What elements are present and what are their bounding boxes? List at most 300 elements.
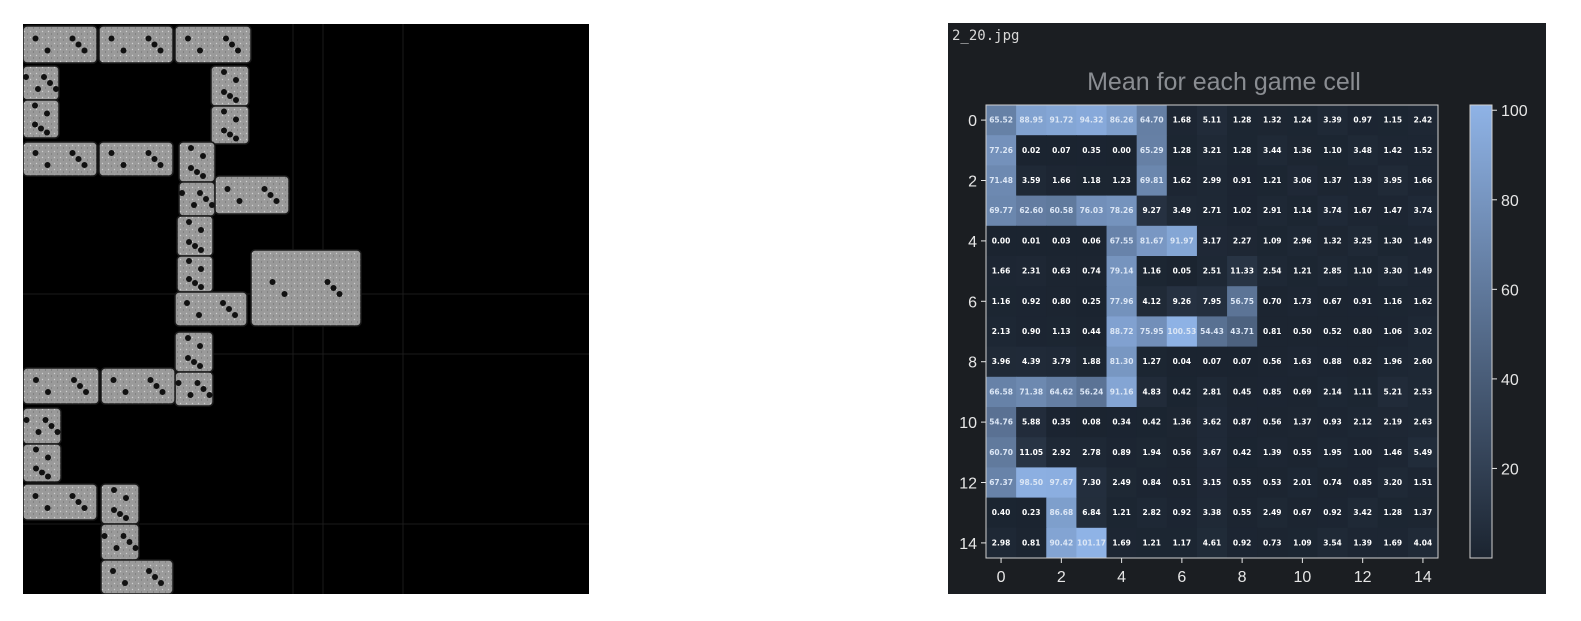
domino-pip: [33, 36, 39, 42]
heatmap-cell-label: 81.30: [1109, 357, 1134, 367]
domino-pip: [121, 533, 127, 539]
colorbar-tick-label: 60: [1501, 282, 1519, 300]
heatmap-cell-label: 0.92: [1323, 508, 1342, 518]
heatmap-cell-label: 2.19: [1383, 417, 1403, 427]
heatmap-cell-label: 3.44: [1263, 145, 1282, 155]
heatmap-cell-label: 3.38: [1202, 508, 1222, 518]
heatmap-cell-label: 91.16: [1109, 387, 1134, 397]
domino-pip: [83, 389, 89, 395]
heatmap-cell-label: 1.49: [1413, 266, 1433, 276]
heatmap-cell-label: 0.55: [1293, 447, 1312, 457]
heatmap-cell-label: 1.52: [1413, 145, 1433, 155]
heatmap-cell-label: 1.47: [1383, 206, 1403, 216]
heatmap-cell-label: 3.02: [1413, 327, 1433, 336]
heatmap-cell-label: 3.62: [1202, 417, 1222, 427]
heatmap-cell-label: 0.56: [1263, 357, 1282, 367]
domino-pip: [152, 156, 158, 162]
heatmap-cell-label: 1.28: [1232, 115, 1252, 125]
domino-pip: [221, 109, 227, 115]
heatmap-cell-label: 66.58: [989, 387, 1013, 397]
heatmap-cell-label: 1.36: [1172, 417, 1192, 427]
domino-tile: [251, 250, 361, 326]
domino-pip: [325, 279, 331, 285]
domino-pip: [82, 162, 88, 168]
heatmap-cell-label: 1.39: [1263, 447, 1282, 457]
heatmap-cell-label: 0.42: [1232, 447, 1252, 457]
domino-pip: [282, 291, 288, 297]
heatmap-cell-label: 1.17: [1172, 538, 1192, 548]
domino-pip: [133, 545, 139, 551]
heatmap-cell-label: 86.68: [1049, 508, 1074, 518]
heatmap-cell-label: 7.95: [1202, 296, 1222, 306]
heatmap-cell-label: 2.51: [1202, 266, 1222, 276]
domino-pip: [198, 227, 204, 233]
colorbar-tick-label: 20: [1501, 461, 1519, 479]
domino-pip: [70, 493, 76, 499]
heatmap-cell-label: 1.14: [1293, 206, 1312, 216]
domino-pip: [111, 487, 117, 493]
heatmap-cell-label: 2.92: [1052, 447, 1071, 457]
domino-pip: [158, 162, 164, 168]
heatmap-cell-label: 3.79: [1052, 357, 1071, 367]
heatmap-cell-label: 54.76: [989, 417, 1013, 427]
heatmap-cell-label: 2.96: [1293, 236, 1312, 246]
heatmap-cell-label: 0.44: [1082, 327, 1101, 336]
domino-pip: [45, 505, 51, 511]
heatmap-cell-label: 3.74: [1413, 206, 1433, 216]
heatmap-cell-label: 91.72: [1049, 115, 1074, 125]
heatmap-cell-label: 5.11: [1202, 115, 1222, 125]
domino-pip: [110, 568, 116, 574]
heatmap-cell-label: 2.71: [1202, 206, 1222, 216]
domino-pip: [225, 186, 231, 192]
heatmap-cell-label: 0.01: [1021, 236, 1041, 246]
heatmap-cell-label: 2.53: [1413, 387, 1433, 397]
heatmap-cell-label: 1.95: [1323, 447, 1342, 457]
y-tick-label: 0: [968, 113, 977, 131]
domino-pip: [32, 103, 38, 109]
x-tick-label: 10: [1293, 569, 1312, 586]
domino-pip: [201, 386, 207, 392]
heatmap-cell-label: 11.33: [1230, 266, 1255, 276]
domino-pip: [186, 258, 192, 264]
heatmap-cell-label: 65.52: [989, 115, 1013, 125]
domino-pip: [235, 48, 241, 54]
heatmap-cell-label: 1.96: [1383, 357, 1403, 367]
heatmap-cell-label: 67.55: [1109, 236, 1134, 246]
y-tick-label: 10: [959, 415, 977, 433]
domino-pip: [192, 243, 198, 249]
heatmap-cell-label: 5.49: [1413, 447, 1433, 457]
heatmap-cell-label: 94.32: [1079, 115, 1104, 125]
heatmap-cell-label: 0.52: [1323, 327, 1342, 336]
domino-tile: [215, 176, 289, 214]
heatmap-cell-label: 1.49: [1413, 236, 1433, 246]
domino-pip: [121, 48, 127, 54]
domino-pip: [229, 42, 235, 48]
y-tick-label: 2: [968, 173, 977, 191]
domino-pip: [192, 280, 198, 286]
colorbar: [1470, 105, 1492, 558]
heatmap-cell-label: 65.29: [1139, 145, 1164, 155]
domino-tile: [179, 142, 215, 182]
heatmap-cell-label: 1.37: [1293, 417, 1312, 427]
domino-pip: [198, 284, 204, 290]
domino-pip: [220, 300, 226, 306]
x-tick-label: 4: [1117, 569, 1127, 586]
domino-pip: [221, 69, 227, 75]
domino-pip: [123, 389, 129, 395]
domino-pip: [70, 36, 76, 42]
heatmap-cell-label: 9.27: [1142, 206, 1161, 216]
heatmap-cell-label: 1.68: [1172, 115, 1192, 125]
heatmap-cell-label: 100.53: [1167, 327, 1197, 336]
heatmap-cell-label: 3.06: [1293, 176, 1312, 185]
heatmap-cell-label: 2.54: [1263, 266, 1282, 276]
heatmap-cell-label: 43.71: [1230, 327, 1255, 336]
colorbar-tick-label: 40: [1501, 371, 1519, 389]
heatmap-cell-label: 54.43: [1200, 327, 1224, 336]
heatmap-cell-label: 1.21: [1142, 538, 1161, 548]
domino-pip: [331, 285, 337, 291]
heatmap-cell-label: 67.37: [989, 478, 1013, 487]
heatmap-cell-label: 3.54: [1323, 538, 1342, 548]
y-tick-label: 12: [959, 475, 977, 493]
domino-pip: [76, 156, 82, 162]
domino-pip: [154, 383, 160, 389]
domino-pip: [152, 574, 158, 580]
heatmap-cell-label: 0.55: [1232, 508, 1252, 518]
domino-pip: [111, 377, 117, 383]
domino-pip: [197, 363, 203, 369]
heatmap-cell-label: 3.21: [1202, 145, 1222, 155]
domino-pip: [200, 173, 206, 179]
domino-pip: [221, 89, 227, 95]
heatmap-cell-label: 2.63: [1413, 417, 1433, 427]
domino-pip: [76, 499, 82, 505]
domino-pip: [44, 111, 50, 117]
domino-pip: [203, 196, 209, 202]
domino-pip: [209, 202, 215, 208]
heatmap-cell-label: 2.49: [1263, 508, 1282, 518]
domino-pip: [223, 36, 229, 42]
heatmap-cell-label: 0.90: [1021, 327, 1041, 336]
domino-tile: [23, 484, 97, 520]
heatmap-cell-label: 4.61: [1202, 538, 1222, 548]
heatmap-cell-label: 0.70: [1263, 296, 1282, 306]
heatmap-cell-label: 4.12: [1142, 296, 1161, 306]
heatmap-cell-label: 1.37: [1413, 508, 1433, 518]
heatmap-cell-label: 1.94: [1142, 447, 1161, 457]
heatmap-cell-label: 1.21: [1293, 266, 1312, 276]
heatmap-cell-label: 1.36: [1293, 145, 1312, 155]
domino-pip: [200, 153, 206, 159]
heatmap-cell-label: 1.28: [1232, 145, 1252, 155]
domino-pip: [146, 568, 152, 574]
heatmap-cell-label: 1.69: [1383, 538, 1403, 548]
heatmap-cell-label: 0.23: [1021, 508, 1041, 518]
heatmap-cell-label: 0.97: [1353, 115, 1372, 125]
domino-pip: [194, 169, 200, 175]
heatmap-cell-label: 1.88: [1082, 357, 1101, 367]
domino-pip: [186, 239, 192, 245]
heatmap-cell-label: 1.21: [1112, 508, 1131, 518]
domino-pip: [23, 74, 29, 80]
heatmap-cell-label: 2.12: [1353, 417, 1372, 427]
heatmap-cell-label: 1.06: [1383, 327, 1403, 336]
heatmap-cell-label: 75.95: [1139, 327, 1164, 336]
heatmap-cell-label: 4.83: [1142, 387, 1161, 397]
heatmap-cell-label: 101.17: [1076, 538, 1106, 548]
heatmap-cell-label: 0.56: [1172, 447, 1192, 457]
x-tick-label: 14: [1414, 569, 1432, 586]
heatmap-cell-label: 9.26: [1172, 296, 1192, 306]
domino-pip: [179, 190, 185, 196]
heatmap-cell-label: 3.59: [1021, 176, 1041, 185]
heatmap-cell-label: 0.73: [1263, 538, 1282, 548]
heatmap-cell-label: 1.09: [1263, 236, 1282, 246]
heatmap-cell-label: 0.80: [1052, 296, 1071, 306]
domino-tile: [211, 66, 249, 106]
heatmap-cell-label: 2.42: [1413, 115, 1433, 125]
heatmap-cell-label: 0.00: [1112, 145, 1131, 155]
domino-pip: [227, 93, 233, 99]
domino-pip: [38, 126, 44, 132]
heatmap-cell-label: 1.16: [991, 296, 1011, 306]
heatmap-cell-label: 0.74: [1082, 266, 1101, 276]
chart-title: Mean for each game cell: [1087, 68, 1361, 96]
heatmap-cell-label: 0.88: [1323, 357, 1342, 367]
heatmap-cell-label: 1.69: [1112, 538, 1131, 548]
domino-tile: [175, 372, 213, 406]
y-tick-label: 4: [968, 233, 977, 251]
domino-pip: [82, 505, 88, 511]
heatmap-cell-label: 1.21: [1263, 176, 1282, 185]
heatmap-cell-label: 0.04: [1172, 357, 1192, 367]
heatmap-cell-label: 2.98: [991, 538, 1011, 548]
heatmap-cell-label: 88.95: [1019, 115, 1044, 125]
domino-pip: [33, 493, 39, 499]
domino-tile: [23, 368, 99, 404]
domino-pip: [274, 198, 280, 204]
domino-pip: [33, 150, 39, 156]
heatmap-cell-label: 3.15: [1202, 478, 1222, 487]
domino-pip: [111, 507, 117, 513]
heatmap-cell-label: 71.38: [1019, 387, 1044, 397]
heatmap-cell-label: 56.24: [1079, 387, 1104, 397]
heatmap-cell-label: 1.28: [1172, 145, 1192, 155]
heatmap-cell-label: 64.70: [1139, 115, 1164, 125]
domino-pip: [121, 162, 127, 168]
domino-pip: [36, 429, 42, 435]
domino-pip: [337, 291, 343, 297]
filename-label: 2_20.jpg: [952, 28, 1020, 44]
domino-pip: [233, 117, 239, 123]
y-tick-label: 6: [968, 294, 977, 312]
domino-pip: [197, 48, 203, 54]
heatmap-cell-label: 79.14: [1109, 266, 1134, 276]
heatmap-cell-label: 2.01: [1293, 478, 1312, 487]
heatmap-cell-label: 0.00: [991, 236, 1011, 246]
domino-pip: [184, 300, 190, 306]
heatmap-cell-label: 0.74: [1323, 478, 1342, 487]
domino-pip: [185, 335, 191, 341]
domino-pip: [49, 423, 55, 429]
domino-pip: [237, 198, 243, 204]
domino-tile: [101, 368, 175, 404]
heatmap-cell-label: 1.13: [1052, 327, 1071, 336]
domino-pip: [35, 86, 41, 92]
heatmap-cell-label: 0.92: [1021, 296, 1041, 306]
x-tick-label: 6: [1177, 569, 1187, 586]
domino-pip: [196, 312, 202, 318]
heatmap-cell-label: 5.88: [1021, 417, 1041, 427]
heatmap-cell-label: 1.27: [1142, 357, 1161, 367]
domino-pip: [102, 533, 108, 539]
heatmap-cell-label: 3.39: [1323, 115, 1342, 125]
domino-pip: [44, 130, 50, 136]
heatmap-cell-label: 3.48: [1353, 145, 1372, 155]
colorbar-tick-label: 80: [1501, 192, 1519, 210]
heatmap-cell-label: 0.40: [991, 508, 1011, 518]
domino-board-icon: [23, 24, 589, 594]
heatmap-cell-label: 0.50: [1293, 327, 1312, 336]
heatmap-cell-label: 2.49: [1112, 478, 1131, 487]
domino-pip: [227, 132, 233, 138]
heatmap-cell-label: 98.50: [1019, 478, 1044, 487]
domino-pip: [146, 150, 152, 156]
heatmap-cell-label: 1.42: [1383, 145, 1403, 155]
domino-tile: [23, 66, 59, 100]
domino-tile: [101, 484, 139, 524]
heatmap-cell-label: 0.45: [1232, 387, 1252, 397]
domino-tile: [23, 100, 59, 138]
heatmap-cell-label: 1.62: [1172, 176, 1192, 185]
domino-pip: [232, 312, 238, 318]
domino-pip: [45, 474, 51, 480]
y-tick-label: 8: [968, 354, 977, 372]
heatmap-cell-label: 3.95: [1383, 176, 1403, 185]
heatmap-cell-label: 1.15: [1383, 115, 1403, 125]
heatmap-cell-label: 1.28: [1383, 508, 1403, 518]
domino-pip: [53, 86, 59, 92]
heatmap-cell-label: 0.87: [1232, 417, 1252, 427]
x-tick-label: 0: [996, 569, 1006, 586]
heatmap-cell-label: 71.48: [989, 176, 1013, 185]
heatmap-cell-label: 0.92: [1172, 508, 1192, 518]
heatmap-cell-label: 0.81: [1263, 327, 1282, 336]
domino-pip: [122, 580, 128, 586]
heatmap-cell-label: 1.63: [1293, 357, 1312, 367]
heatmap-cell-label: 0.06: [1082, 236, 1101, 246]
heatmap-cell-label: 1.37: [1323, 176, 1342, 185]
heatmap-cell-label: 3.25: [1353, 236, 1372, 246]
domino-pip: [226, 306, 232, 312]
domino-pip: [185, 355, 191, 361]
heatmap-cell-label: 0.02: [1021, 145, 1041, 155]
heatmap-cell-label: 77.26: [989, 145, 1013, 155]
heatmap-cell-label: 2.13: [991, 327, 1011, 336]
heatmap-cell-label: 0.84: [1142, 478, 1161, 487]
domino-tile: [177, 256, 213, 292]
domino-tile: [175, 26, 251, 63]
domino-pip: [45, 48, 51, 54]
heatmap-cell-label: 1.18: [1082, 176, 1101, 185]
heatmap-cell-label: 7.30: [1082, 478, 1101, 487]
heatmap-cell-label: 0.55: [1232, 478, 1252, 487]
x-tick-label: 2: [1056, 569, 1066, 586]
heatmap-cell-label: 0.67: [1293, 508, 1312, 518]
domino-tile: [23, 444, 61, 482]
heatmap-cell-label: 69.81: [1139, 176, 1164, 185]
heatmap-cell-label: 2.81: [1202, 387, 1222, 397]
heatmap-cell-label: 77.96: [1109, 296, 1134, 306]
heatmap-cell-label: 3.49: [1172, 206, 1192, 216]
domino-pip: [45, 162, 51, 168]
domino-pip: [198, 266, 204, 272]
heatmap-cell-label: 3.30: [1383, 266, 1403, 276]
heatmap-cell-label: 6.84: [1082, 508, 1101, 518]
domino-pip: [197, 190, 203, 196]
heatmap-cell-label: 0.92: [1232, 538, 1252, 548]
domino-pip: [233, 97, 239, 103]
domino-pip: [45, 455, 51, 461]
domino-pip: [146, 36, 152, 42]
heatmap-cell-label: 0.53: [1263, 478, 1282, 487]
domino-pip: [109, 36, 115, 42]
domino-pip: [191, 202, 197, 208]
domino-pip: [71, 377, 77, 383]
heatmap-cell-label: 0.63: [1052, 266, 1071, 276]
heatmap-panel: [948, 23, 1546, 594]
domino-tile: [23, 26, 97, 63]
domino-pip: [221, 128, 227, 134]
heatmap-cell-label: 3.74: [1323, 206, 1342, 216]
heatmap-cell-label: 0.69: [1293, 387, 1312, 397]
heatmap-cell-label: 0.85: [1353, 478, 1372, 487]
heatmap-cell-label: 0.05: [1172, 266, 1192, 276]
domino-pip: [24, 417, 30, 423]
domino-pip: [198, 247, 204, 253]
heatmap-cell-label: 1.46: [1383, 447, 1403, 457]
domino-pip: [191, 359, 197, 365]
domino-pip: [233, 77, 239, 83]
heatmap-cell-label: 2.99: [1202, 176, 1222, 185]
heatmap-cell-label: 1.62: [1413, 296, 1433, 306]
heatmap-cell-label: 0.07: [1052, 145, 1071, 155]
domino-pip: [41, 74, 47, 80]
domino-pip: [152, 42, 158, 48]
heatmap-cell-label: 0.93: [1323, 417, 1342, 427]
heatmap-cell-label: 1.30: [1383, 236, 1403, 246]
heatmap-cell-label: 3.17: [1202, 236, 1222, 246]
heatmap-cell-label: 1.11: [1353, 387, 1372, 397]
heatmap-cell-label: 1.09: [1293, 538, 1312, 548]
heatmap-cell-label: 56.75: [1230, 296, 1255, 306]
heatmap-cell-label: 0.56: [1263, 417, 1282, 427]
domino-pip: [70, 150, 76, 156]
heatmap-cell-label: 1.16: [1142, 266, 1161, 276]
heatmap-cell-label: 3.96: [991, 357, 1011, 367]
domino-pip: [109, 150, 115, 156]
heatmap-chart: [948, 23, 1546, 594]
heatmap-cell-label: 2.85: [1323, 266, 1342, 276]
domino-tile: [177, 216, 213, 256]
domino-tile: [101, 560, 173, 594]
domino-pip: [123, 495, 129, 501]
heatmap-cell-label: 0.34: [1112, 417, 1131, 427]
domino-tile: [179, 182, 215, 216]
